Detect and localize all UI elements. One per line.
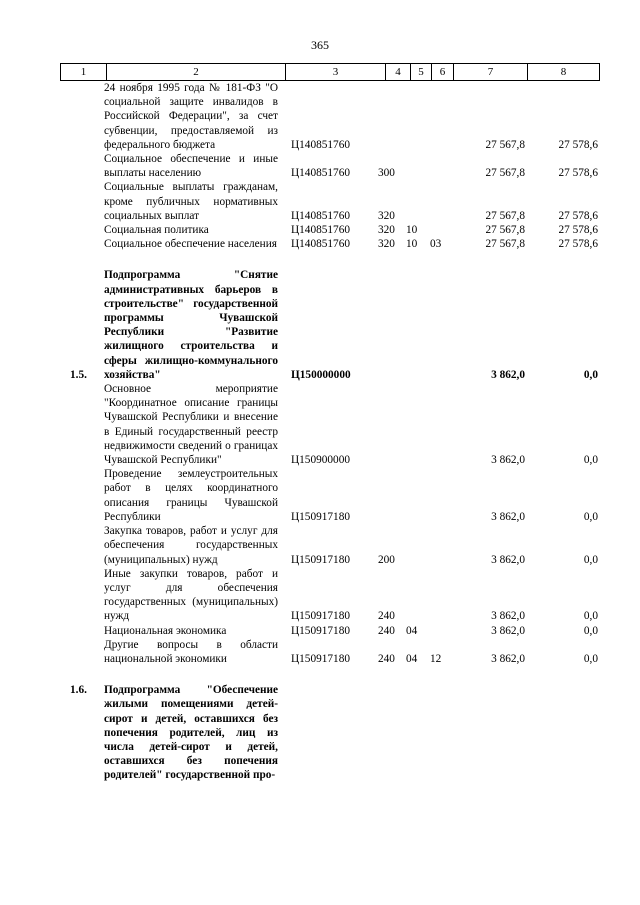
row-expense-type: 300 xyxy=(378,167,395,180)
row-name: Социальное обеспечение населения xyxy=(104,238,277,251)
row-name: Закупка товаров, работ и услуг для обеспечения государственных (муниципальных) нужд xyxy=(104,525,278,566)
row-amount-year2: 0,0 xyxy=(583,624,598,637)
header-col-1: 1 xyxy=(80,66,87,78)
header-col-6: 6 xyxy=(431,64,453,80)
table-header xyxy=(60,63,600,81)
table-row xyxy=(60,81,600,152)
row-amount-year2: 27 578,6 xyxy=(558,138,598,151)
row-name: Социальная политика xyxy=(104,224,209,237)
row-expense-type: 320 xyxy=(378,224,395,237)
row-section: 10 xyxy=(406,238,418,251)
row-amount-year2: 0,0 xyxy=(583,368,598,381)
row-section: 04 xyxy=(406,624,418,637)
row-amount-year2: 0,0 xyxy=(583,652,598,665)
header-col-4: 4 xyxy=(385,64,410,80)
row-expense-type: 200 xyxy=(378,553,395,566)
header-col-3: 3 xyxy=(285,64,385,80)
row-amount-year2: 27 578,6 xyxy=(558,238,598,251)
row-name: Основное мероприятие "Координатное описание границы Чувашской Республики и внесение в Единый государственный реестр недвижимости сведений о границах Чувашской Республики" xyxy=(104,383,278,467)
row-name: 24 ноября 1995 года № 181-ФЗ "О социальной защите инвалидов в Российской Федерации", за счет субвенции, предоставляемой из федерального бюджета xyxy=(104,82,278,151)
row-target-code: Ц140851760 xyxy=(291,167,350,180)
row-name: Другие вопросы в области национальной экономики xyxy=(104,638,278,665)
page-number: 365 xyxy=(311,38,329,52)
row-number: 1.6. xyxy=(70,684,87,697)
row-amount-year1: 3 862,0 xyxy=(491,454,525,467)
header-col-2: 2 xyxy=(106,64,285,80)
table-row xyxy=(60,152,600,180)
row-amount-year2: 0,0 xyxy=(583,510,598,523)
row-target-code: Ц150917180 xyxy=(291,510,350,523)
row-amount-year1: 3 862,0 xyxy=(491,510,525,523)
row-name: Подпрограмма "Снятие административных барьеров в строительстве" государственной программы Чувашской Республики "Развитие жилищного строительства и сферы жилищно-коммунального хозяйства" xyxy=(104,269,278,381)
row-amount-year1: 3 862,0 xyxy=(491,368,525,381)
row-target-code: Ц140851760 xyxy=(291,238,350,251)
header-col-5: 5 xyxy=(410,64,431,80)
row-amount-year2: 0,0 xyxy=(583,454,598,467)
table-row xyxy=(60,638,600,666)
row-expense-type: 240 xyxy=(378,652,395,665)
table-row xyxy=(60,180,600,223)
table-row xyxy=(60,624,600,638)
table-body xyxy=(60,81,600,783)
row-target-code: Ц150000000 xyxy=(291,368,351,381)
header-col-8: 8 xyxy=(527,64,599,80)
row-amount-year2: 0,0 xyxy=(583,553,598,566)
table-row xyxy=(60,237,600,251)
row-target-code: Ц150917180 xyxy=(291,610,350,623)
row-amount-year1: 27 567,8 xyxy=(485,138,525,151)
row-amount-year1: 3 862,0 xyxy=(491,652,525,665)
row-expense-type: 320 xyxy=(378,238,395,251)
row-section: 10 xyxy=(406,224,418,237)
row-name: Проведение землеустроительных работ в целях координатного описания границы Чувашской Республики xyxy=(104,468,278,523)
row-target-code: Ц140851760 xyxy=(291,209,350,222)
row-name: Подпрограмма "Обеспечение жилыми помещениями детей-сирот и детей, оставшихся без попечения родителей, лиц из числа детей-сирот и детей, оставшихся без попечения родителей" государственной про- xyxy=(104,684,278,782)
row-amount-year1: 3 862,0 xyxy=(491,624,525,637)
row-name: Иные закупки товаров, работ и услуг для обеспечения государственных (муниципальных) нужд xyxy=(104,567,278,623)
table-row xyxy=(60,524,600,567)
row-expense-type: 320 xyxy=(378,209,395,222)
row-name: Социальные выплаты гражданам, кроме публичных нормативных социальных выплат xyxy=(104,181,278,222)
row-amount-year2: 27 578,6 xyxy=(558,167,598,180)
row-subsection: 03 xyxy=(430,238,442,251)
table-row xyxy=(60,683,600,782)
table-row xyxy=(60,268,600,382)
row-amount-year2: 27 578,6 xyxy=(558,224,598,237)
row-expense-type: 240 xyxy=(378,610,395,623)
row-amount-year1: 3 862,0 xyxy=(491,610,525,623)
row-section: 04 xyxy=(406,652,418,665)
row-amount-year1: 27 567,8 xyxy=(485,238,525,251)
row-amount-year1: 3 862,0 xyxy=(491,553,525,566)
row-amount-year1: 27 567,8 xyxy=(485,209,525,222)
row-amount-year1: 27 567,8 xyxy=(485,167,525,180)
table-row xyxy=(60,467,600,524)
row-name: Социальное обеспечение и иные выплаты населению xyxy=(104,153,278,180)
table-row xyxy=(60,382,600,467)
row-target-code: Ц150900000 xyxy=(291,454,350,467)
row-subsection: 12 xyxy=(430,652,442,665)
row-target-code: Ц150917180 xyxy=(291,652,350,665)
row-expense-type: 240 xyxy=(378,624,395,637)
row-target-code: Ц150917180 xyxy=(291,624,350,637)
row-target-code: Ц140851760 xyxy=(291,138,350,151)
row-number: 1.5. xyxy=(70,368,87,381)
row-amount-year2: 27 578,6 xyxy=(558,209,598,222)
row-amount-year2: 0,0 xyxy=(583,610,598,623)
row-name: Национальная экономика xyxy=(104,624,227,637)
table-row xyxy=(60,223,600,237)
row-target-code: Ц140851760 xyxy=(291,224,350,237)
row-amount-year1: 27 567,8 xyxy=(485,224,525,237)
row-target-code: Ц150917180 xyxy=(291,553,350,566)
header-col-7: 7 xyxy=(453,64,527,80)
table-row xyxy=(60,567,600,624)
